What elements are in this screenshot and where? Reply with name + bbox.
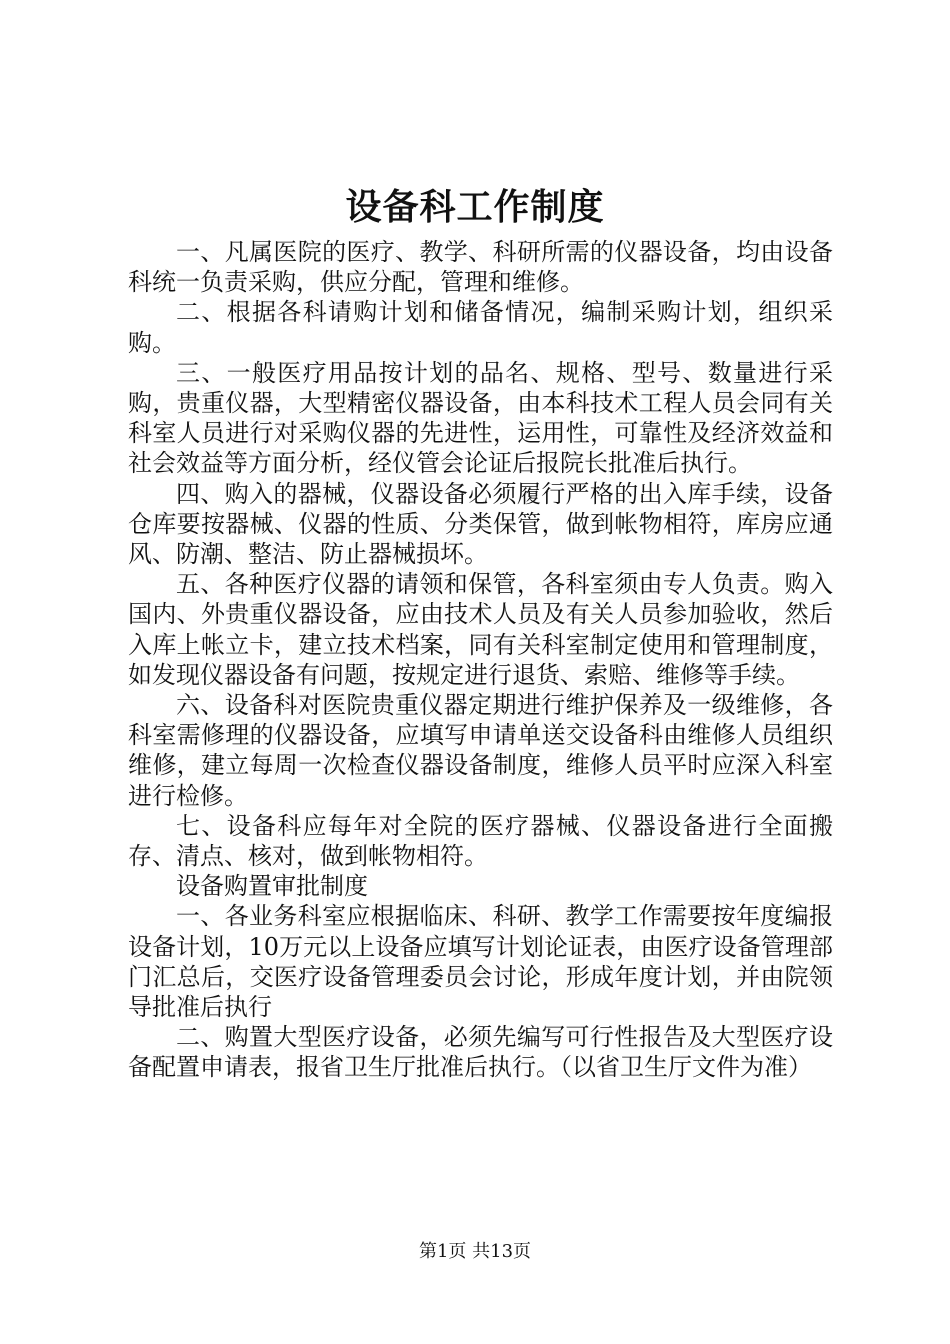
paragraph-rule-7: 七、设备科应每年对全院的医疗器械、仪器设备进行全面搬存、清点、核对，做到帐物相符。 <box>128 811 833 871</box>
document-title: 设备科工作制度 <box>345 186 605 228</box>
paragraph-approval-2: 二、购置大型医疗设备，必须先编写可行性报告及大型医疗设备配置申请表，报省卫生厅批准后执行。（以省卫生厅文件为准） <box>128 1023 833 1082</box>
paragraph-rule-5: 五、各种医疗仪器的请领和保管，各科室须由专人负责。购入国内、外贵重仪器设备，应由技术人员及有关人员参加验收，然后入库上帐立卡，建立技术档案，同有关科室制定使用和管理制度，如发现仪器设备有问题，按规定进行退货、索赔、维修等手续。 <box>128 570 833 689</box>
paragraph-rule-1: 一、凡属医院的医疗、教学、科研所需的仪器设备，均由设备科统一负责采购，供应分配，管理和维修。 <box>128 238 833 297</box>
paragraph-rule-3: 三、一般医疗用品按计划的品名、规格、型号、数量进行采购，贵重仪器，大型精密仪器设备，由本科技术工程人员会同有关科室人员进行对采购仪器的先进性，运用性，可靠性及经济效益和社会效益等方面分析，经仪管会论证后报院长批准后执行。 <box>128 358 833 478</box>
page-number: 第1页 共13页 <box>418 1241 532 1262</box>
document-body <box>128 237 833 1083</box>
paragraph-rule-2: 二、根据各科请购计划和储备情况，编制采购计划，组织采购。 <box>128 298 833 357</box>
paragraph-rule-4: 四、购入的器械，仪器设备必须履行严格的出入库手续，设备仓库要按器械、仪器的性质、分类保管，做到帐物相符，库房应通风、防潮、整洁、防止器械损坏。 <box>128 479 833 569</box>
paragraph-rule-6: 六、设备科对医院贵重仪器定期进行维护保养及一级维修，各科室需修理的仪器设备，应填写申请单送交设备科由维修人员组织维修，建立每周一次检查仪器设备制度，维修人员平时应深入科室进行检修。 <box>128 691 833 810</box>
paragraph-approval-1: 一、各业务科室应根据临床、科研、教学工作需要按年度编报设备计划，10万元以上设备应填写计划论证表，由医疗设备管理部门汇总后，交医疗设备管理委员会讨论，形成年度计划，并由院领导批准后执行 <box>128 902 833 1022</box>
section-heading: 设备购置审批制度 <box>176 872 368 901</box>
